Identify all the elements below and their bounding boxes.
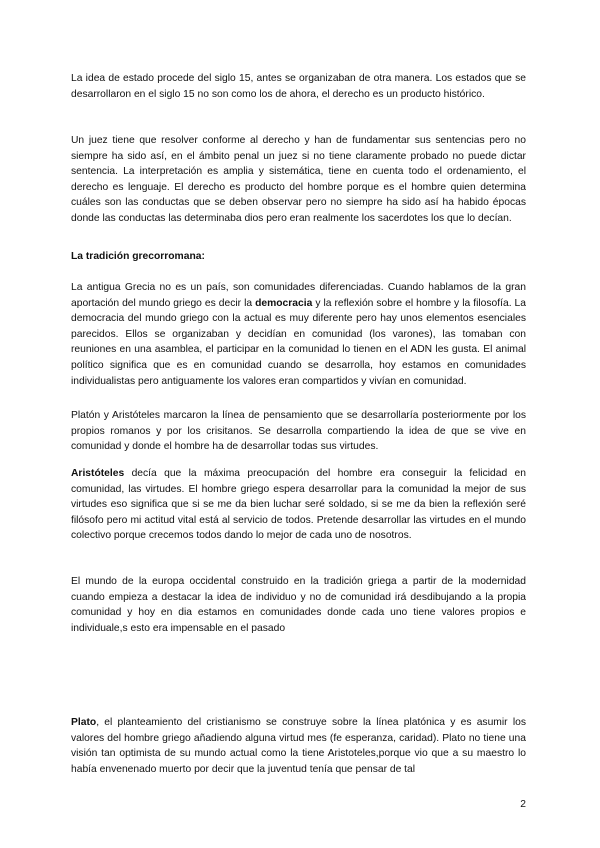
- paragraph-plato: [71, 715, 526, 777]
- paragraph-grecia-text-a: La antigua Grecia no es un país, son comunidades diferenciadas. Cuando hablamos de la gran aportación del mundo griego es decir la: [71, 282, 526, 309]
- democracia-term: democracia: [255, 297, 313, 309]
- section-heading: La tradición grecorromana:: [71, 251, 205, 262]
- paragraph-platon-aristoteles: Platón y Aristóteles marcaron la línea de pensamiento que se desarrollaría posteriormente por los propios romanos y por los crisitanos. Se desarrolla compartiendo la idea de que se vive en comunidad y donde el hombre ha de desarrollar todas sus virtudes.: [71, 410, 526, 453]
- paragraph-aristoteles: [71, 466, 526, 544]
- paragraph-europa: El mundo de la europa occidental construido en la tradición griega a partir de la modernidad cuando empieza a destacar la idea de individuo y no de comunidad irá desdibujando a la propia comunidad y hoy en dia estamos en comunidades donde cada uno tiene valores propios e individuale,s esto era impensable en el pasado: [71, 576, 526, 634]
- aristoteles-term: Aristóteles: [71, 468, 125, 479]
- plato-term: Plato: [71, 717, 97, 728]
- paragraph-aristoteles-text: decía que la máxima preocupación del hombre era conseguir la felicidad en comunidad, las virtudes. El hombre griego espera desarrollar para la comunidad la mejor de sus virtudes eso significa que si se me da bien luchar seré soldado, si se me da bien la reflexión seré filósofo pero mi actitud vital está al servicio de todos. Pretende desarrollar las virtudes en el mundo colectivo porque crecemos todos dando lo mejor de cada uno de nosotros.: [71, 468, 526, 542]
- paragraph-plato-text: , el planteamiento del cristianismo se construye sobre la línea platónica y es asumir los valores del hombre griego añadiendo alguna virtud mes (fe esperanza, caridad). Plato no tiene una visión tan optimista de su mundo actual como la tiene Aristoteles,porque vio que a su maestro lo había envenenado muerto por decir que la juventud tenía que pensar de tal: [71, 717, 526, 775]
- paragraph-grecia: [71, 280, 526, 389]
- paragraph-grecia-text-b: y la reflexión sobre el hombre y la filosofía. La democracia del mundo griego con la actual es muy diferente pero hay unos elementos esenciales parecidos. Ellos se organizaban y decidían en comunidad (los varones), las tomaban con reuniones en una asamblea, el participar en la comunidad lo tienen en el ADN les gusta. El animal político significa que es en comunidad cuando se desarrolla, hoy estamos en comunidades individualistas pero antiguamente los valores eran compartidos y vivían en comunidad.: [71, 297, 526, 387]
- paragraph-juez: Un juez tiene que resolver conforme al derecho y han de fundamentar sus sentencias pero no siempre ha sido así, en el ámbito penal un juez si no tiene claramente probado no puede dictar sentencia. La interpretación es amplia y sistemática, tiene en cuenta todo el ordenamiento, el derecho es lenguaje. El derecho es producto del hombre porque es el hombre quien determina cuáles son las conductas que se deben observar pero no siempre ha sido así ha habido épocas donde las conductas las determinaba dios pero eran realmente los sacerdotes los que lo decían.: [71, 135, 526, 224]
- page-number: 2: [520, 799, 526, 810]
- paragraph-estado: La idea de estado procede del siglo 15, antes se organizaban de otra manera. Los estados que se desarrollaron en el siglo 15 no son como los de ahora, el derecho es un producto histórico.: [71, 73, 526, 100]
